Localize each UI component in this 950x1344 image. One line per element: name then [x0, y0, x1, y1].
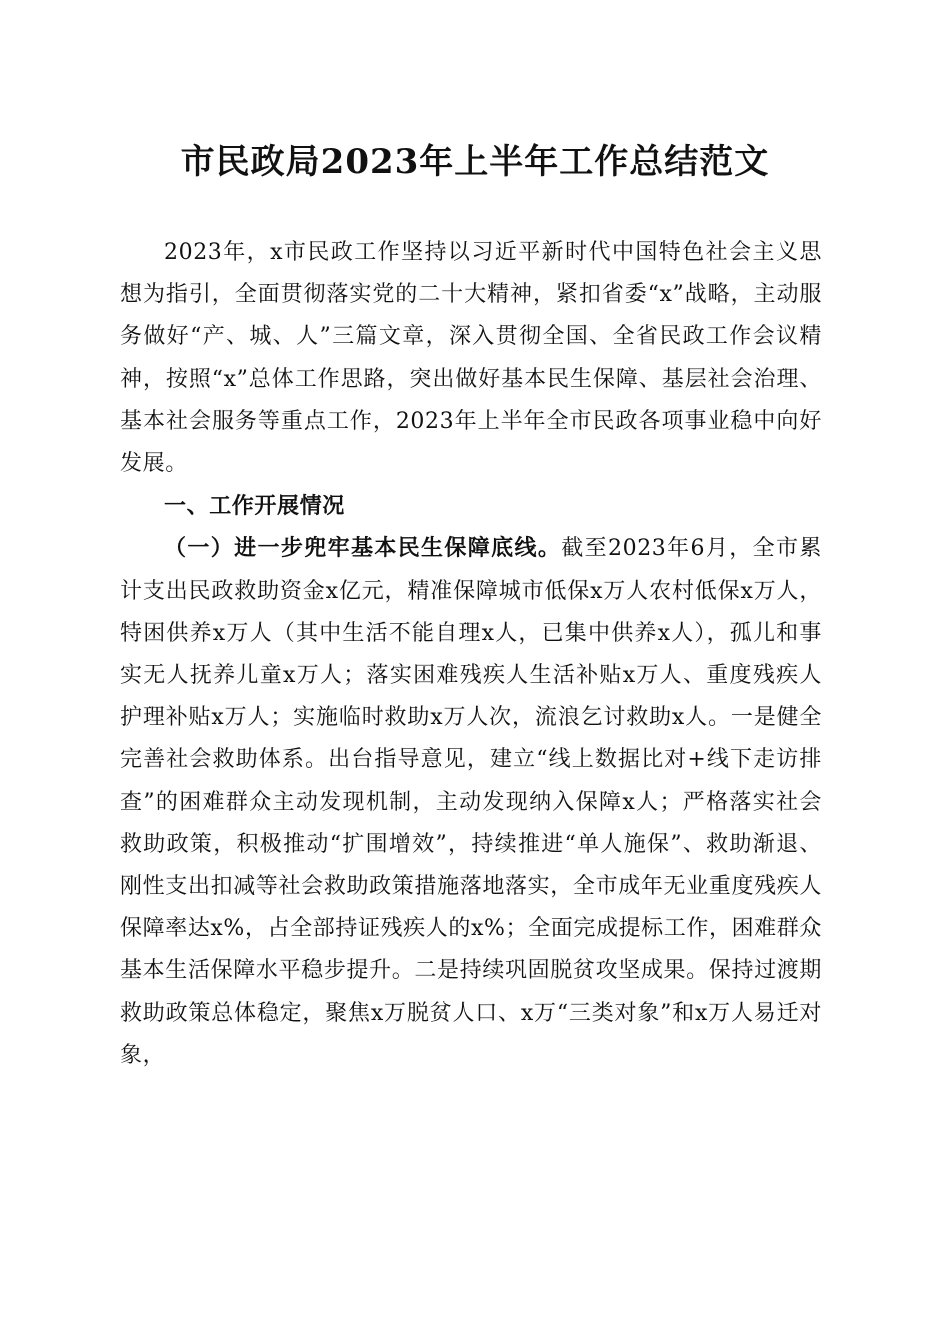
intro-paragraph: 2023年，x市民政工作坚持以习近平新时代中国特色社会主义思想为指引，全面贯彻落实党的二十大精神，紧扣省委“x”战略，主动服务做好“产、城、人”三篇文章，深入贯彻全国、全省民政工作会议精神，按照“x”总体工作思路，突出做好基本民生保障、基层社会治理、基本社会服务等重点工作，2023年上半年全市民政各项事业稳中向好发展。: [120, 240, 822, 477]
subsection-paragraph-livelihood: [120, 527, 822, 1077]
section-heading-work-status: 一、工作开展情况: [164, 493, 345, 520]
document-body: [120, 232, 822, 1077]
subsection-heading-livelihood: （一）进一步兜牢基本民生保障底线。: [164, 535, 562, 562]
document-title: 市民政局2023年上半年工作总结范文: [180, 142, 770, 182]
subsection-body-livelihood: 截至2023年6月，全市累计支出民政救助资金x亿元，精准保障城市低保x万人农村低保x万人，特困供养x万人（其中生活不能自理x人，已集中供养x人），孤儿和事实无人抚养儿童x万人；落实困难残疾人生活补贴x万人、重度残疾人护理补贴x万人；实施临时救助x万人次，流浪乞讨救助x人。一是健全完善社会救助体系。出台指导意见，建立“线上数据比对+线下走访排查”的困难群众主动发现机制，主动发现纳入保障x人；严格落实社会救助政策，积极推动“扩围增效”，持续推进“单人施保”、救助渐退、刚性支出扣减等社会救助政策措施落地落实，全市成年无业重度残疾人保障率达x%，占全部持证残疾人的x%；全面完成提标工作，困难群众基本生活保障水平稳步提升。二是持续巩固脱贫攻坚成果。保持过渡期救助政策总体稳定，聚焦x万脱贫人口、x万“三类对象”和x万人易迁对象，: [120, 536, 822, 1068]
